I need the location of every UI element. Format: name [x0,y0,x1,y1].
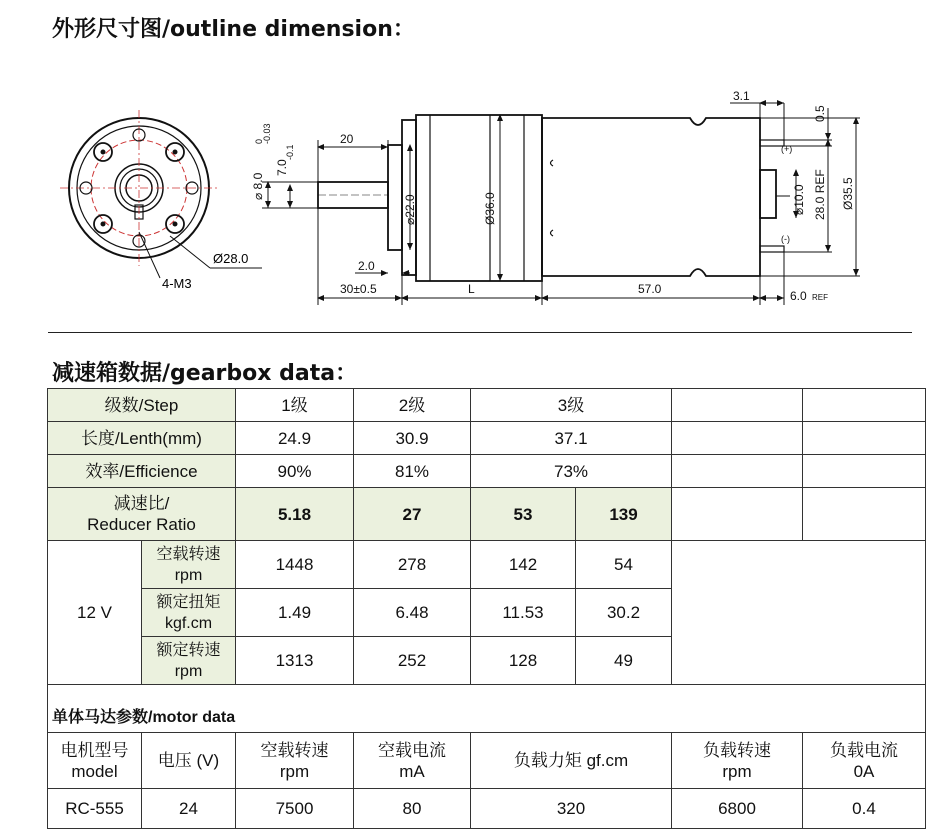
step-3: 3级 [471,389,672,422]
efficiency-2: 81% [354,455,471,488]
rear-boss-label: ⌀10.0 [792,184,806,215]
table-row [48,541,926,589]
model-value: RC-555 [48,789,142,829]
flat-label: 7.0 [275,159,289,176]
cell: 49 [576,637,672,685]
voltage-value: 24 [142,789,236,829]
efficiency-label: 效率/Efficience [48,455,236,488]
cell: 128 [471,637,576,685]
flat-tol: -0.1 [285,144,295,160]
gearbox-table [47,388,926,829]
motor-diameter-label: Ø35.5 [841,177,855,210]
load-speed-value: 6800 [672,789,803,829]
tab-width-label: 3.1 [733,89,750,103]
header-load-current: 负载电流 0A [803,733,926,789]
ratio-value: 27 [354,488,471,541]
shaft-diameter-label: ⌀ 8.0 [251,172,265,200]
cell: 30.2 [576,589,672,637]
gearbox-diameter-label: Ø36.0 [483,192,497,225]
screws-label: 4-M3 [162,276,192,291]
efficiency-1: 90% [236,455,354,488]
header-voltage: 电压 (V) [142,733,236,789]
cell: 142 [471,541,576,589]
step-label: 级数/Step [48,389,236,422]
terminal-span-label: 28.0 REF [813,169,827,220]
side-view [318,115,793,281]
shaft-tol-upper: 0 [254,138,264,144]
load-current-value: 0.4 [803,789,926,829]
boss-diameter-label: ⌀22.0 [403,194,417,225]
table-row [48,488,926,541]
cell: 1448 [236,541,354,589]
bolt-circle-label: Ø28.0 [213,251,249,266]
gearbox-title: 减速箱数据/gearbox data： [52,361,358,386]
step-1: 1级 [236,389,354,422]
header-no-load-current: 空载电流 mA [354,733,471,789]
header-load-speed: 负载转速 rpm [672,733,803,789]
cell: 1.49 [236,589,354,637]
shaft-tol-lower: -0.03 [262,123,272,144]
load-torque-value: 320 [471,789,672,829]
length-label: 长度/Lenth(mm) [48,422,236,455]
ratio-value: 5.18 [236,488,354,541]
no-load-current-value: 80 [354,789,471,829]
section-divider [48,332,912,333]
voltage-label: 12 V [48,541,142,685]
table-row [48,685,926,733]
minus-terminal-label: (-) [781,234,790,244]
ratio-value: 53 [471,488,576,541]
length-3: 37.1 [471,422,672,455]
row-label-no-load-speed: 空载转速 rpm [142,541,236,589]
table-row [48,455,926,488]
table-row [48,733,926,789]
gear-length-label: L [468,282,475,296]
header-no-load-speed: 空载转速 rpm [236,733,354,789]
header-load-torque: 负载力矩 gf.cm [471,733,672,789]
outline-drawing [0,70,942,320]
cell: 1313 [236,637,354,685]
efficiency-3: 73% [471,455,672,488]
shaft-total-label: 30±0.5 [340,282,377,296]
ratio-value: 139 [576,488,672,541]
row-label-rated-torque: 额定扭矩 kgf.cm [142,589,236,637]
rear-length-label: 6.0 [790,289,807,303]
boss-length-label: 2.0 [358,259,375,273]
shaft-length-label: 20 [340,132,354,146]
no-load-speed-value: 7500 [236,789,354,829]
rear-ref-label: REF [812,293,828,302]
cell: 11.53 [471,589,576,637]
step-2: 2级 [354,389,471,422]
table-row [48,422,926,455]
cell: 278 [354,541,471,589]
table-row [48,789,926,829]
motor-title: 单体马达参数/motor data [48,685,926,733]
table-row [48,389,926,422]
tab-thickness-label: 0.5 [813,105,827,122]
motor-length-label: 57.0 [638,282,662,296]
cell: 252 [354,637,471,685]
header-model: 电机型号 model [48,733,142,789]
plus-terminal-label: (+) [781,144,793,154]
outline-title: 外形尺寸图/outline dimension： [52,17,415,42]
ratio-label: 减速比/ Reducer Ratio [48,488,236,541]
length-1: 24.9 [236,422,354,455]
length-2: 30.9 [354,422,471,455]
row-label-rated-speed: 额定转速 rpm [142,637,236,685]
cell: 6.48 [354,589,471,637]
cell: 54 [576,541,672,589]
